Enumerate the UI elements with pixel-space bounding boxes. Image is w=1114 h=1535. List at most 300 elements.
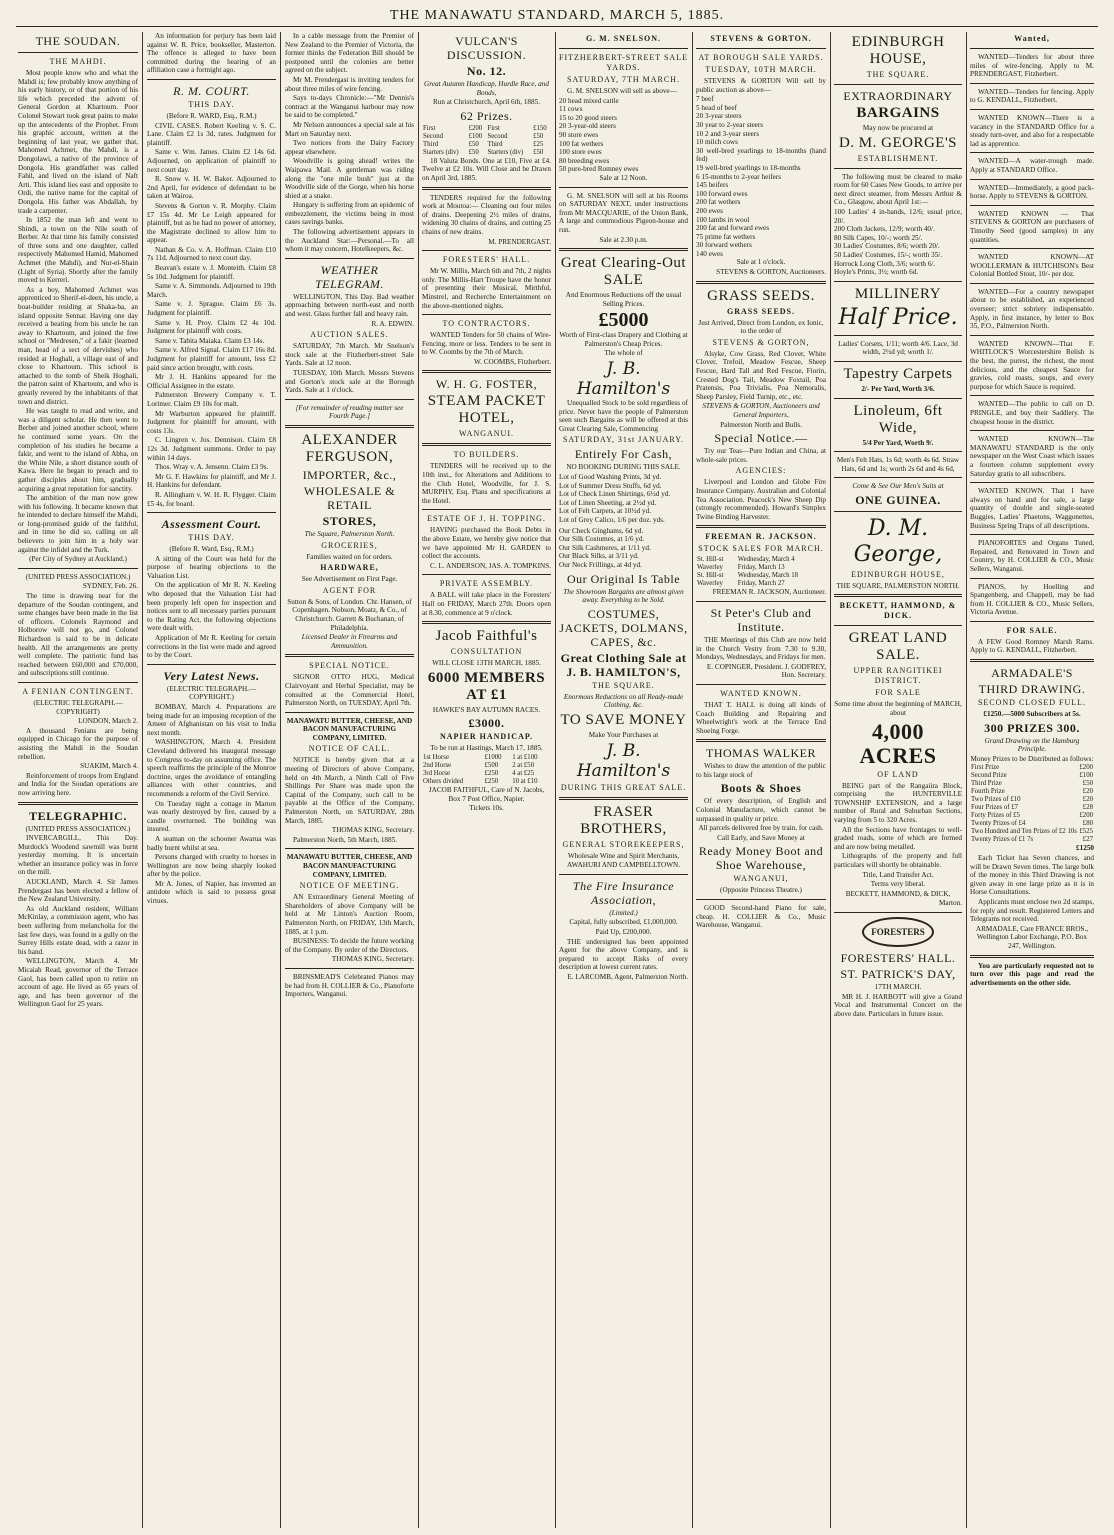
snelson-intro: G. M. SNELSON will sell as above— [567, 87, 677, 95]
assoc-tag: (ELECTRIC TELEGRAPH.—COPYRIGHT.) [166, 684, 257, 702]
private-assembly-headline: PRIVATE ASSEMBLY. [439, 579, 534, 589]
ferguson-line: WHOLESALE & RETAIL [303, 483, 396, 512]
article-paragraph: On Tuesday night a cottage in Marton was nearly destroyed by fire, caused by a candle overturned. The building was insured. [147, 799, 276, 834]
auction-headline: AUCTION SALES. [310, 330, 389, 340]
stevens-gorton-headline: STEVENS & GORTON. [710, 34, 812, 43]
court-line: CIVIL CASES. Robert Keeling v. S. C. Lane. Claim £2 1s 3d, rates. Judgment for plaintiff. [147, 121, 276, 147]
dairy-company-title: MANAWATU BUTTER, CHEESE, AND BACON MANUFACTURING COMPANY, LIMITED. [286, 853, 413, 879]
hall-body: THAT T. HALL is doing all kinds of Coach Building and Repairing and Wheelwright's work at the Terrace End Shoeing Forge. [696, 700, 826, 735]
list-item: 90 store ewes [559, 130, 599, 139]
wanted-item: WANTED—Immediately, a good pack-horse. Apply to STEVENS & GORTON. [970, 183, 1094, 201]
hats: Men's Felt Hats, 1s 6d; worth 4s 6d. Straw Hats, 6d and 1s; worth 2s 6d and 4s 6d, [836, 456, 960, 473]
armadale-prize-table [970, 764, 1094, 844]
jacob-faithful-tickets: Tickets 10s. [469, 804, 504, 813]
assoc-tag: (ELECTRIC TELEGRAPH.—COPYRIGHT) [33, 698, 123, 716]
assoc-tag: (UNITED PRESS ASSOCIATION.) [25, 824, 131, 833]
list-item: 10 2 and 3-year steers [696, 129, 760, 138]
wanted-item: WANTED KNOWN—That F. WHITLOCK'S Worcestershire Relish is the best, the purest, the richest, the most delicious, and the cheapest Sauce for gravies, cold roasts, soups, and every purpose for which Sauce is required. [970, 339, 1094, 391]
list-item: Our Check Ginghams, 6d yd. [559, 526, 644, 535]
article-paragraph: WASHINGTON, March 4. President Cleveland delivered his inaugural message to Congress to-day on assuming office. The speech reaffirms the principle of the Monroe doctrine, urges the avoidance of entangling alliances with other countries, and recommends a reform of the Civil Service. [147, 738, 276, 798]
agencies-headline: AGENCIES: [735, 466, 787, 476]
armadale-title: ARMADALE'S [991, 666, 1073, 681]
land-body: All the Sections have frontages to well-graded roads, some of which are formed and are now being metalled. [834, 825, 962, 851]
fraser-town: AWAHURI AND CAMPBELLTOWN. [566, 861, 681, 870]
piano-ad: GOOD Second-hand Piano for sale, cheap. H. COLLIER & Co., Music Warehouse, Wanganui. [696, 904, 826, 930]
fenian-headline: A FENIAN CONTINGENT. [22, 686, 134, 696]
snelson-stock-list [559, 97, 688, 174]
court-line: (Before R. WARD, Esq., R.M.) [166, 111, 257, 120]
vulcan-body: 18 Valuta Bonds. One at £10, Five at £4. Twelve at £2 10s. Will Close and be Drawn on April 3rd, 1885. [422, 156, 551, 182]
cash-price-list [559, 473, 688, 525]
upper-rangitikei: UPPER RANGITIKEI DISTRICT. [853, 666, 943, 686]
topping-headline: ESTATE OF J. H. TOPPING. [427, 514, 546, 524]
court-line: C. Lingren v. Jos. Dennison. Claim £8 12s 3d. Judgment summons. Order to pay within 14 days. [147, 436, 276, 462]
column-4 [422, 32, 551, 1528]
masthead: THE MANAWATU STANDARD, MARCH 5, 1885. [389, 8, 725, 23]
millinery: MILLINERY [854, 285, 942, 302]
column-rule [692, 32, 693, 1528]
foresters-body: Mr W. Millis, March 6th and 7th, 2 nights only. The Millis-Hart Troupe have the honor of presenting their Musical, Mirthful, Minstrel, and Recherche Entertainment on the above-mentioned nights. [422, 267, 551, 310]
table-row: Third Prize £50 [971, 780, 1093, 788]
list-item: 30 well-bred yearlings to 18-months (hand fed) [696, 146, 826, 164]
court-line: Nathan & Co. v. A. Hoffman. Claim £10 7s 11d. Adjourned to next court day. [147, 245, 276, 263]
jackson-sales-table [696, 556, 826, 588]
jacob-faithful-napier: NAPIER HANDICAP. [439, 732, 534, 742]
clothing-sale-reductions: Enormous Reductions on all Ready-made Clothing, &c. [563, 692, 684, 710]
column-8 [970, 32, 1094, 1528]
wanted-headline: Wanted, [1014, 34, 1050, 43]
wanted-item: WANTED KNOWN—The MANAWATU STANDARD is the only newspaper on the West Coast which issues a fourteen column supplement every Saturday gratis to all subscribers. [970, 435, 1094, 478]
save-money-during: DURING THIS GREAT SALE. [560, 782, 687, 792]
list-item: Hoyle's Prints, 3½; worth 6d. [834, 268, 919, 277]
vulcan-subtitle: Great Autumn Handicap, Hurdle Race, and Bonds, [424, 80, 549, 97]
column-5 [559, 32, 688, 1528]
article-paragraph: Woodville is going ahead! writes the Waipawa Mail. A gentleman was riding along the "one mile bush" just at the Woodville side of the Gorge, when his horse shied at a snake. [285, 157, 414, 200]
acres: 4,000 ACRES [859, 718, 937, 768]
snelson2-time: Sale at 2.30 p.m. [599, 235, 648, 244]
foster-hotel: STEAM PACKET HOTEL, [427, 393, 546, 427]
list-item: 30 Ladies' Costumes, 8/6; worth 20/. [834, 242, 940, 251]
list-item: 11 cows [559, 105, 583, 114]
second-closed: SECOND CLOSED FULL. [977, 698, 1087, 708]
contractors-headline: TO CONTRACTORS. [442, 319, 531, 329]
article-paragraph: AUCKLAND, March 4. Sir James Prendergast has been elected a fellow of the New Zealand University. [18, 878, 138, 904]
fire-insurance-limited: (Limited.) [609, 908, 638, 917]
list-item: 200 fat wethers [696, 198, 741, 207]
contractors-body: WANTED Tenders for 50 chains of Wire-Fencing, more or less. Tenders to be sent in to W. Coombs by the 7th of March. [422, 331, 551, 357]
turn-over-notice: You are particularly requested not to turn over this page and read the advertisements on the other side. [970, 961, 1094, 987]
walker-boots: Boots & Shoes [720, 781, 802, 796]
list-item: 75 prime fat wethers [696, 232, 756, 241]
article-paragraph: The following advertisement appears in the Auckland Star:—Personal.—To all whom it may concern, Hotelkeepers, &c. [285, 228, 414, 254]
table-row: First Prize £200 [971, 764, 1093, 772]
foresters-hall: FORESTERS' HALL. [840, 950, 956, 965]
brinsmead-ad: BRINSMEAD'S Celebrated Pianos may be had from H. COLLIER & Co., Pianoforte Importers, Wanganui. [285, 972, 414, 999]
dateline: SUAKIM, March 4. [80, 762, 138, 771]
court-line: Same v. H. Proy. Claim £2 4s 10d. Judgment for plaintiff with costs. [147, 318, 276, 336]
jackson-headline: FREEMAN R. JACKSON. [705, 532, 817, 542]
jacob-faithful-sum: £3000. [468, 716, 505, 731]
article-paragraph: Mr M. Prendergast is inviting tenders for about three miles of wire fencing. [285, 75, 414, 93]
article-paragraph: Mr A. Jones, of Napier, has invented an antidote which is said to possess great virtues. [147, 879, 276, 906]
wanted-item: WANTED—For a country newspaper about to be established, an experienced overseer; strict sobriety indispensable. Apply, in first instance, by letter to Box 35, P.O., Palmerston North. [970, 287, 1094, 331]
beckett-headline: BECKETT, HAMMOND, & DICK. [839, 601, 957, 621]
court-line: Palmerston Brewery Company v. T. Lorimer. Claim £9 10s for malt. [147, 391, 276, 408]
topping-signature: C. L. ANDERSON, JAS. A. TOMPKINS. [430, 561, 551, 570]
jacob-faithful-signature: JACOB FAITHFUL, Care of N. Jacobs, Box 7 Post Office, Napier. [428, 785, 545, 803]
pianofortes-ad: PIANOFORTES and Organs Tuned, Repaired, and Renovated in Town and Country, by H. COLLIER & CO., Music Sellers, Wanganui. [970, 539, 1094, 573]
wanted-item: WANTED—Tenders for about three miles of wire-fencing. Apply to M. PRENDERGAST, Fitzherbert. [970, 53, 1094, 79]
special-notice: Special Notice.— [714, 431, 808, 446]
come-and-see: Come & See Our Men's Suits at [852, 482, 944, 491]
wanted-item: WANTED KNOWN—AT WOOLLERMAN & HUTCHISON's Best Colonial Bottled Stout, 10/- per doz. [970, 253, 1094, 279]
article-paragraph: An information for perjury has been laid against W. R. Price, bookseller, Masterton. The offence is alleged to have been committed during the hearing of an affiliation case a fortnight ago. [147, 32, 276, 75]
ferguson-hardware: HARDWARE, [320, 563, 379, 573]
establishment: ESTABLISHMENT. [857, 153, 939, 163]
article-paragraph: A seaman on the schooner Awarua was badly burnt whilst at sea. [147, 834, 276, 852]
list-item: 140 ewes [696, 249, 723, 258]
stevens-gorton-auctioneers: STEVENS & GORTON, Auctioneers and General Importers, [702, 402, 820, 419]
list-item: 7 beef [696, 95, 714, 104]
table-row: Four Prizes of £7 £28 [971, 804, 1093, 812]
remainder-note: [For remainder of reading matter see Fourth Page.] [295, 403, 404, 421]
article-paragraph: In a cable message from the Premier of New Zealand to the Premier of Victoria, the former thinks the Federation Bill should be postponed until the colonies are better agreed on the subject. [285, 32, 414, 75]
assoc-tag: (UNITED PRESS ASSOCIATION.) [25, 572, 131, 581]
article-paragraph: In 1852 the man left and went to Shindi, a town on the Nile south of Berber. At that time his family consisted of three sons and one daughter, called respectively Mahomed Hamid, Mahomed Achmet (the Mahdi), and Nur-el-Shain (Light of Syria). Shortly after the family moved to Kerreri. [18, 216, 138, 285]
fire-insurance-signature: E. LARCOMB, Agent, Palmerston North. [567, 972, 688, 981]
soudan-headline: THE SOUDAN. [35, 34, 121, 48]
table-row: Two Prizes of £10 £20 [971, 796, 1093, 804]
of-land: OF LAND [877, 769, 919, 779]
article-paragraph: The ambition of the man now grew with his following. It became known that he intended to declare himself the Mahdi, or long-promised guide of the faithful, and in time he did so, calling on all believers to join him in a holy war against the infidel and the Turk. [18, 494, 138, 554]
tapestry-carpets: Tapestry Carpets [843, 365, 953, 382]
money-prizes: Money Prizes to be Distributed as follows: [970, 754, 1094, 763]
george-address: THE SQUARE, PALMERSTON NORTH. [836, 581, 960, 590]
article-paragraph: As a boy, Mahomed Achmet was apprenticed to Sherif-el-deen, his uncle, a boat-builder residing at Shaka-ba, an island opposite Sennar. Having one day received a beating from his uncle he ran away to Khartoum, and joined the free school or "Medresen," of a fakir (learned man, head of a sect of dervishes) who resided at Hoghali, a village east of and close to Khartoum. This school is attached to the tomb of Sheik Hoghali, the patron saint of Khartoum, and who is greatly revered by the inhabitants of that town and district. [18, 285, 138, 406]
telegraphic-headline: TELEGRAPHIC. [29, 808, 127, 823]
wanted-item: WANTED KNOWN — That STEVENS & GORTON are purchasers of Timothy Seed (good samples) in any quantities. [970, 209, 1094, 244]
procured: May now be procured at [862, 124, 934, 132]
vulcan-number: No. 12. [466, 64, 507, 78]
article-paragraph: Hungary is suffering from an epidemic of embezzlement, the victims being in most cases savings banks. [285, 201, 414, 227]
list-item: Lot of Linen Sheeting, at 2½d yd. [559, 498, 657, 507]
table-row: Two Hundred and Ten Prizes of £2 10s £525 [971, 828, 1093, 836]
vulcan-headline: VULCAN'S DISCUSSION. [446, 34, 527, 62]
dairy-call-body: NOTICE is hereby given that at a meeting of Directors of above Company, held on 4th March, a Ninth Call of Five Shillings Per Share was made upon the Capital of the Company, such call to be payable at the Office of the Company, Palmerston North, on SATURDAY, 28th March, 1885. [285, 756, 414, 825]
article-paragraph: As old Auckland resident, William McKinlay, a commission agent, who has been suffering from melancholia for the last few days, was found in a gully on the Surrey Hills estate dead, with a razor in his hand. [18, 904, 138, 956]
assessment-subhead: THIS DAY. [188, 533, 235, 543]
vulcan-date: Run at Christchurch, April 6th, 1885. [432, 98, 540, 107]
table-row: Second £100 Second £50 [423, 132, 544, 140]
list-item: 100 lambs in wool [696, 215, 750, 224]
linoleum: Linoleum, 6ft Wide, [853, 402, 943, 436]
wanted-item: WANTED KNOWN. That I have always on hand and for sale, a large quantity of double and single-seated Buggies, Ladies' Phaetons, Waggonettes, Business Spring Traps of all descriptions. [970, 487, 1094, 530]
dateline: SYDNEY, Feb. 26. [82, 582, 138, 591]
st-peters-body: THE Meetings of this Club are now held in the Church Vestry from 7.30 to 9.30, Mondays, Wednesdays, and Fridays for men. [696, 635, 826, 662]
list-item: 100 forward ewes [696, 189, 748, 198]
contractors-signature: W. COOMBS, Fitzherbert. [474, 357, 551, 366]
fire-insurance-capital: Capital, fully subscribed, £1,000,000. [569, 918, 678, 927]
jacob-faithful-sub: CONSULTATION [450, 647, 523, 657]
court-line: Mr Warburton appeared for plaintiff. Judgment for plaintiff for amount, with costs 13s. [147, 409, 276, 435]
assessment-line: Application of Mr R. Keeling for certain corrections in the list were made and agreed to by the Court. [147, 634, 276, 660]
column-2 [147, 32, 276, 1528]
st-patricks-date: 17TH MARCH. [874, 982, 922, 991]
article-paragraph: The time is drawing near for the departure of the Soudan contingent, and some changes have been made in the list of officers. Colonels Raymond and Holborow will not go, and Colonel Richardson is said to be in delicate health. All the arrangements are pretty well complete. The patriotic fund has reached between £60,000 and £70,000, and subscriptions still continue. [18, 592, 138, 678]
stevens-gorton-signature: STEVENS & GORTON, Auctioneers. [716, 268, 826, 277]
table-row: Others divided £250 10 at £10 [423, 777, 538, 785]
list-item: 50 pure-bred Romney ewes [559, 165, 639, 174]
column-rule [142, 32, 143, 1528]
jacob-faithful-drawn: To be run at Hastings, March 17, 1885. [430, 744, 543, 753]
prize-total: £1250 [1076, 844, 1094, 853]
column-3 [285, 32, 414, 1528]
table-row: Second Prize £100 [971, 772, 1093, 780]
court-line: Same v. Tabita Maiaka. Claim £3 14s. [155, 336, 265, 345]
list-item: 10 milch cows [696, 138, 738, 147]
table-row: Starters (div) £50 Starters (div) £50 [423, 148, 544, 156]
grass-seeds-list: Alsyke, Cow Grass, Red Clover, White Clover, Trefoil, Meadow Fescue, Sheep Fescue, Hard Tall and Red Fescue, Fiorin, Crested Dog's Tail, Meadow Foxtail, Poa Pratensis, Poa Trivialis, Poa Nemoralis, Sheep Parsley, Field Turnip, etc., etc. [696, 349, 826, 401]
article-paragraph: Persons charged with cruelty to horses in Wellington are now being sharply looked after by the police. [147, 853, 276, 879]
list-item: 15 to 20 good steers [559, 113, 617, 122]
topping-body: HAVING purchased the Book Debts in the above Estate, we hereby give notice that we have appointed Mr H. GARDEN to collect the accounts. [422, 526, 551, 561]
special-notice-body: Try our Teas—Pure Indian and China, at whole-sale prices. [696, 447, 826, 464]
grass-seeds-sub: GRASS SEEDS. [726, 306, 796, 316]
grass-seeds-body: Just Arrived, Direct from London, ex Ionic, to the order of [698, 318, 824, 336]
jackson-sub: STOCK SALES FOR MARCH. [698, 544, 824, 554]
dairy-signature: THOMAS KING, Secretary. [331, 826, 414, 835]
agencies-body: Liverpool and London and Globe Fire Insurance Company. Australian and Colonial Tea Association. Peacock's New Sheep Dip (strongly recommended). Howard's Simplex Twine Binding Harvester. [696, 478, 826, 521]
column-rule [418, 32, 419, 1528]
article-paragraph: Says to-days Chronicle:—"Mr Dennis's contract at the Wanganui harbour may now be said to be completed." [285, 94, 414, 120]
ferguson-address: The Square, Palmerston North. [304, 529, 395, 538]
jacob-faithful-close: WILL CLOSE 13TH MARCH, 1885. [432, 659, 541, 668]
list-item: 100 store ewes [559, 148, 602, 157]
wanted-item: WANTED KNOWN—There is a vacancy in the STANDARD Office for a steady turn-over, and also for a respectable lad as apprentice. [970, 113, 1094, 148]
list-item: 145 heifers [696, 181, 729, 190]
fraser-line: Wholesale Wine and Spirit Merchants, [567, 851, 680, 860]
prizes-headline: 300 PRIZES 300. [984, 720, 1080, 735]
for-sale: FOR SALE [875, 688, 921, 698]
jacob-faithful-members: 6000 MEMBERS AT £1 [427, 669, 546, 703]
private-assembly-body: A BALL will take place in the Foresters' Hall on FRIDAY, March 27th. Doors open at 8.30, commence at 9 o'clock. [422, 591, 551, 617]
article-paragraph: WELLINGTON, March 4. Mr Micaiah Read, governor of the Terrace Gaol, has been called upon to retire on account of age. He lived as 65 years of age, and has been governor of the Wellington Gaol for 25 years. [18, 957, 138, 1009]
table-row: Twenty Prizes of £4 £80 [971, 820, 1093, 828]
vulcan-prizes: 62 Prizes. [460, 108, 513, 123]
assessment-line: On the application of Mr R. N. Keeling who deposed that the Valuation List had been properly left open for inspection and notices sent to all necessary parties pursuant to the Rating Act, the following objections were dealt with. [147, 581, 276, 633]
court-line: R. Allingham v. W. H. R. Flygger. Claim £5 4s, for board. [147, 490, 276, 508]
original-table-headline: Our Original Is Table [566, 571, 681, 586]
court-headline: R. M. COURT. [173, 83, 250, 98]
table-row: Third £50 Third £25 [423, 140, 544, 148]
clearing-sale-sub: And Enormous Reductions off the usual Selling Prices. [565, 291, 682, 308]
table-row: First £200 First £150 [423, 124, 547, 132]
mahdi-subhead: THE MAHDI. [49, 57, 107, 66]
st-peters-signature: E. COPINGER, President. J. GODFREY, Hon. Secretary. [706, 662, 826, 680]
ferguson-agent: AGENT FOR [322, 585, 377, 595]
court-line: Beavan's estate v. J. Monteith. Claim £8 5s 10d. Judgment for plaintiff. [147, 264, 276, 281]
dairy-meeting-headline: NOTICE OF MEETING. [299, 881, 400, 891]
lithographs: Lithographs of the property and full particulars will shortly be obtainable. [834, 852, 962, 869]
foresters-emblem-icon: FORESTERS [862, 917, 934, 947]
list-item: 200 ewes [696, 206, 723, 215]
clearing-sale-worth: Worth of First-class Drapery and Clothing at Palmerston's Cheap Prices. [559, 331, 688, 348]
list-item: 50 Ladies' Costumes, 15/-; worth 35/. [834, 250, 943, 259]
dairy-meeting-body: AN Extraordinary General Meeting of Shareholders of above Company will be held at Mr Linton's Auction Room, Palmerston North, on FRIDAY, 13th March, 1885, at 1 p.m. [285, 893, 414, 936]
top-rule [16, 26, 1098, 27]
clearing-sale-title: Great Clearing-Out SALE [560, 255, 687, 289]
jacob-faithful-race: HAWKE'S BAY AUTUMN RACES. [432, 705, 541, 714]
postal-note: Applicants must enclose two 2d stamps, for reply and result. Registered Letters and Telegrams not received. [970, 898, 1094, 924]
st-peters-headline: St Peter's Club and Institute. [710, 605, 812, 634]
article-paragraph: Two notices from the Dairy Factory appear elsewhere. [285, 139, 414, 156]
for-sale-headline: FOR SALE. [1006, 625, 1058, 635]
beckett-signature: BECKETT, HAMMOND, & DICK, [845, 889, 951, 898]
table-row: Waverley Friday, March 13 [697, 564, 785, 572]
list-item: Our Neck Frillings, at 4d yd. [559, 560, 642, 569]
foresters-headline: FORESTERS' HALL. [442, 255, 531, 265]
stevens-gorton-yard: AT BOROUGH SALE YARDS. [698, 53, 824, 62]
dairy-call-headline: NOTICE OF CALL. [308, 744, 391, 754]
great-land-sale: GREAT LAND SALE. [848, 630, 948, 664]
table-row: Forty Prizes of £5 £200 [971, 812, 1093, 820]
jackson-signature: FREEMAN R. JACKSON, Auctioneer. [712, 588, 826, 597]
list-item: Lot of Summer Dress Stuffs, 6d yd. [559, 481, 662, 490]
fraser-brothers: FRASER BROTHERS, [580, 803, 667, 837]
clearing-sale-amount: £5000 [598, 309, 649, 332]
list-item: Our Black Silks, at 3/11 yd. [559, 552, 639, 561]
snelson-headline: G. M. SNELSON. [585, 34, 662, 43]
fire-insurance-paid: Paid Up, £200,000. [595, 927, 652, 936]
fire-insurance-body: THE undersigned has been appointed Agent for the above Company, and is prepared to accept Risks of every description at lowest current rates. [559, 937, 688, 972]
edinburgh-square: THE SQUARE. [866, 70, 930, 79]
corsets: Ladies' Corsets, 1/11; worth 4/6. Lace, 3d width, 2½d yd; worth 1/. [838, 339, 958, 357]
hamilton-logo: J. B. Hamilton's [576, 359, 671, 400]
sometime: Some time about the beginning of MARCH, about [834, 700, 962, 718]
table-row: 3rd Horse £250 4 at £25 [423, 769, 535, 777]
article-paragraph: Reinforcement of troops from England and India for the Soudan operations are now arriving here. [18, 771, 138, 797]
grass-seeds-firm: STEVENS & GORTON, [712, 337, 810, 347]
walker-cash: All parcels delivered free by train, for cash. [698, 824, 824, 833]
walker-opposite: (Opposite Princess Theatre.) [720, 886, 802, 895]
dairy-date: Palmerston North, 5th March, 1885. [293, 835, 398, 844]
weather-headline: WEATHER TELEGRAM. [315, 262, 384, 291]
towel-price-list [559, 527, 688, 570]
stevens-gorton-intro: STEVENS & GORTON Will sell by public auction as above— [696, 77, 826, 94]
stevens-gorton-time: Sale at 1 o'clock. [736, 258, 786, 267]
list-item: 80 Silk Capes, 10/-; worth 25/. [834, 233, 923, 242]
snelson-yard: FITZHERBERT-STREET SALE YARDS. [559, 53, 688, 72]
clothing-sale-headline: Great Clothing Sale at J. B. HAMILTON'S, [560, 650, 687, 679]
auction-line: TUESDAY, 10th March. Messrs Stevens and Gorton's stock sale at the Borough Yards. Sale at 1 o'clock. [285, 369, 414, 395]
pianos-ad: PIANOS, by Hoelling and Spangenberg, and Chappell, may be had from H. COLLIER & CO., Music Sellers, Victoria Avenue. [970, 582, 1094, 617]
marton: Marton. [939, 899, 962, 908]
list-item: Lot of Grey Calico, 1/6 per doz. yds. [559, 516, 665, 524]
list-item: Lot of Check Linen Shirtings, 6½d yd. [559, 490, 671, 499]
walker-call: Call Early, and Save Money at [717, 833, 805, 842]
column-rule [555, 32, 556, 1528]
land-body: BEING part of the Rangaiira Block, comprising the HUNTERVILLE TOWNSHIP EXTENSION, and a large number of Rural and Suburban Sections, varying from 5 to 320 Acres. [834, 781, 962, 825]
special-notice-headline: SPECIAL NOTICE. [309, 661, 390, 671]
list-item: 5 head of beef [696, 103, 737, 112]
ferguson-groceries: GROCERIES, [321, 540, 378, 550]
george-signature: D. M. George, [853, 515, 943, 567]
article-paragraph: Most people know who and what the Mahdi is; few probably know anything of his early history, or of that portion of his life which preceded the advent of General Gordon at Khartoum. Poor Colonel Stewart took great pains to make up the antecedents of the Prophet. From his graphic account, written at the beginning of last year, we gather that, Mahomed Achmet, the Mahdi, is a Dongolawi, a native of the province of Dongola. His grandfather was called Fahil, and lived on the island of Naft Arti. This island lies east and opposite to Ordi, the native name for the capital of Dongola. His father was Abdallah, by trade a carpenter. [18, 69, 138, 215]
vulcan-prize-table [422, 125, 551, 157]
table-row: Fourth Prize £20 [971, 788, 1093, 796]
ferguson-name: ALEXANDER FERGUSON, [301, 431, 398, 465]
fraser-sub: GENERAL STOREKEEPERS, [562, 839, 685, 849]
showroom-bargains: The Showroom Bargains are almost given away. Everything to be Sold. [563, 587, 684, 605]
harbott-body: MR H. J. HARBOTT will give a Grand Vocal and Instrumental Concert on the above date. Particulars in future issue. [834, 992, 962, 1018]
list-item: 19 well-bred yearlings to 18-months [696, 163, 801, 172]
stevens-gorton-date: TUESDAY, 10TH MARCH. [705, 65, 817, 74]
source-line: (Per City of Sydney at Auckland.) [29, 555, 127, 564]
table-row: 2nd Horse £500 2 at £50 [423, 761, 535, 769]
title-note: Title, Land Transfer Act. [862, 870, 934, 879]
assessment-line: (Before R. Ward, Esq., R.M.) [169, 545, 254, 554]
list-item: Horrock Long Cloth, 3/6; worth 6/. [834, 259, 936, 268]
clearing-sale-date: SATURDAY, 31st JANUARY. [562, 435, 685, 445]
assessment-headline: Assessment Court. [161, 517, 262, 532]
article-paragraph: Mr Nelson announces a special sale at his Mart on Saturday next. [285, 120, 414, 138]
stevens-gorton-stock-list [696, 95, 826, 258]
list-item: 100 Ladies' 4 in-bands, 12/6; usual price, 20/. [834, 207, 962, 225]
table-row: Twenty Prizes of £1 7s £27 [971, 836, 1093, 844]
wanted-known-headline: WANTED KNOWN. [720, 688, 802, 698]
stevens-gorton-address: Palmerston North and Bulls. [720, 420, 802, 429]
column-6 [696, 32, 826, 1528]
walker-town: WANGANUI, [733, 874, 789, 884]
table-row: 1st Horse £1000 1 at £100 [423, 753, 538, 761]
george-house: EDINBURGH HOUSE, [851, 569, 945, 579]
ferguson-line: STORES, [322, 513, 377, 528]
one-guinea: ONE GUINEA. [855, 492, 941, 507]
ferguson-text: Families waited on for orders. [306, 552, 393, 561]
rams-ad: A FEW Good Romney Marsh Rams. Apply to G. KENDALL, Fitzherbert. [970, 637, 1094, 655]
dairy-signature: THOMAS KING, Secretary. [331, 955, 414, 964]
ferguson-line: IMPORTER, &c., [302, 467, 397, 482]
hamburg-principle: Grand Drawing on the Hamburg Principle. [984, 736, 1080, 754]
george-body: The following must be cleared to make room for 60 Cases New Goods, to arrive per next direct steamer, from Messrs Arthur & Co., Glasgow, about April 1st:— [834, 172, 962, 207]
list-item: 200 fat and forward ewes [696, 224, 770, 233]
edinburgh-house-headline: EDINBURGH HOUSE, [851, 34, 945, 67]
dairy-meeting-business: BUSINESS: To decide the future working of the Company. By order of the Directors. [285, 937, 414, 954]
assessment-line: A sitting of the Court was held for the purpose of hearing objections to the Valuation List. [147, 554, 276, 580]
jacob-faithful-table [422, 754, 551, 786]
terms: Terms very liberal. [870, 880, 926, 889]
column-rule [280, 32, 281, 1528]
tapestry-price: 2/- Per Yard, Worth 3/6. [861, 384, 935, 393]
snelson2-body: G. M. SNELSON will sell at his Rooms on SATURDAY NEXT, under instructions from Mr MACQUARIE, of the Union Bank, A large and commodious Pigeon-house and run. [559, 191, 688, 234]
column-7 [834, 32, 962, 1528]
list-item: 20 3-year-old steers [559, 122, 616, 131]
entirely-for-cash: Entirely For Cash, [574, 447, 673, 462]
article-paragraph: He was taught to read and write, and was a diligent scholar. He then went to Berber and joined another school, where he continued some years. On the completion of his studies he became a fakir, and went to the island of Abba, on the White Nile, a short distance south of Kawa. Here he began to preach and to gather disciples about him, gradually acquiring a great reputation for sanctity. [18, 407, 138, 493]
list-item: 20 head mixed cattle [559, 96, 619, 105]
george-price-list [834, 208, 962, 277]
foster-town: WANGANUI. [459, 429, 514, 439]
walker-name: THOMAS WALKER [706, 746, 816, 761]
article-paragraph: INVERCARGILL, This Day. Murdock's Woodend sawmill was burnt yesterday morning. It is uncertain whether an insurance policy was in force on the mill. [18, 834, 138, 877]
list-item: 30 forward wethers [696, 241, 752, 250]
ferguson-agents: Sutton & Sons, of London. Chr. Hansen, of Copenhagen. Nobson, Moatz, & Co., of Christchurch. Garrett & Buchanan, of Philadelphia. [287, 597, 412, 632]
list-item: 6 15-months to 2-year heifers [696, 172, 782, 181]
list-item: 30 year to 2-year steers [696, 120, 764, 129]
ferguson-text: See Advertisement on First Page. [301, 575, 398, 584]
list-item: Our Silk Costumes, at 1/6 yd. [559, 535, 645, 544]
column-1 [18, 32, 138, 1528]
